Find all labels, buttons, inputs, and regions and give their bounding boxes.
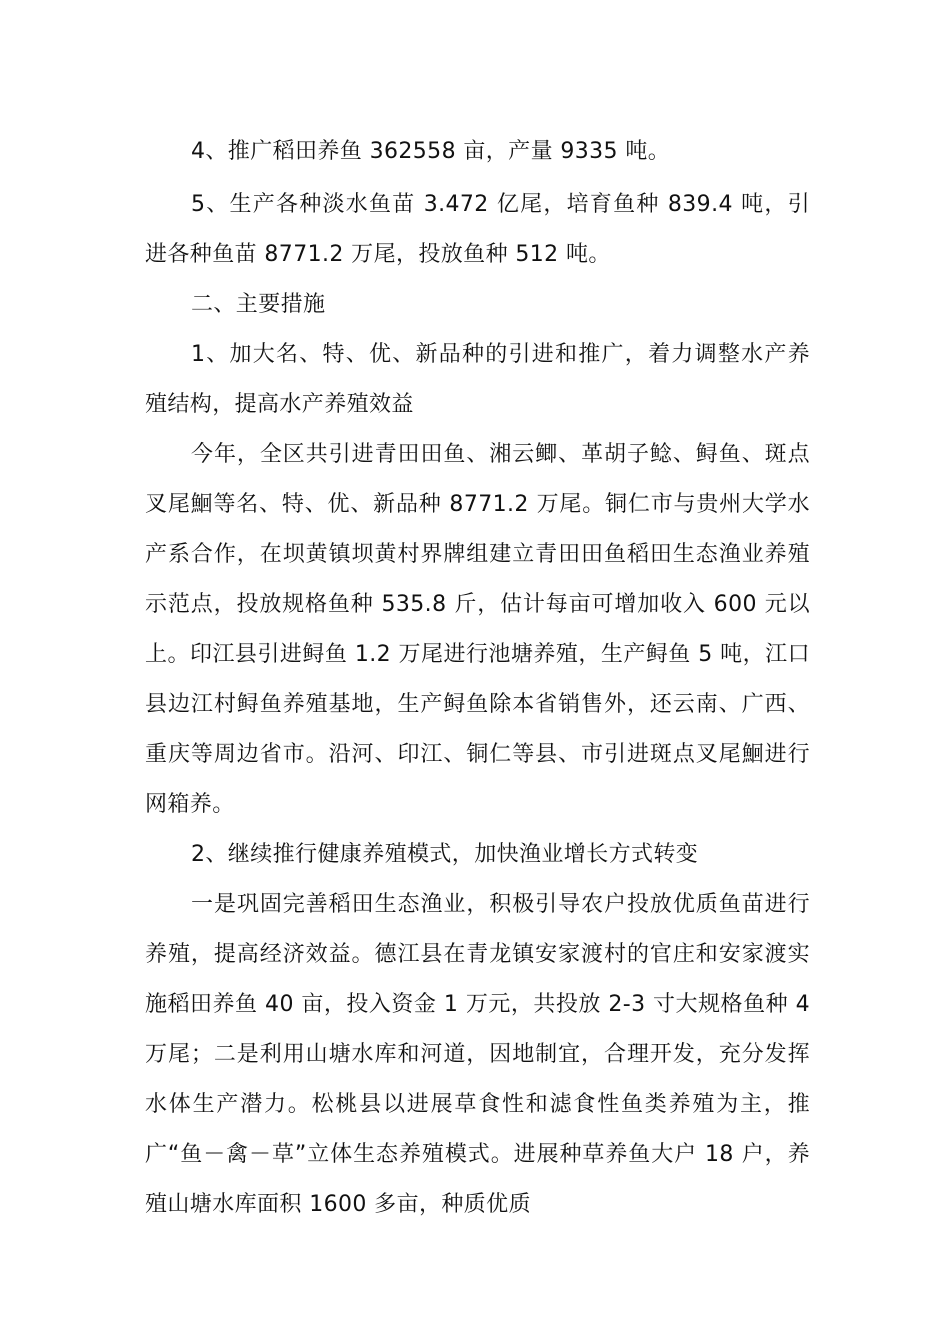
subheading-healthy-farming: 2、继续推行健康养殖模式，加快渔业增长方式转变 bbox=[191, 842, 699, 867]
paragraph-eco-fishery: 一是巩固完善稻田生态渔业，积极引导农户投放优质鱼苗进行养殖，提高经济效益。德江县在青龙镇安家渡村的官庄和安家渡实施稻田养鱼 40 亩，投入资金 1 万元，共投放 2-3 寸大规格鱼种 4 万尾；二是利用山塘水库和河道，因地制宜，合理开发，充分发挥水体生产潜力。松桃县以进展草食性和滤食性鱼类养殖为主，推广“鱼－禽－草”立体生态养殖模式。进展种草养鱼大户 18 户，养殖山塘水库面积 1600 多亩，种质优质 bbox=[145, 892, 810, 1217]
paragraph-variety-introduction: 今年，全区共引进青田田鱼、湘云鲫、革胡子鲶、鲟鱼、斑点叉尾鮰等名、特、优、新品种 8771.2 万尾。铜仁市与贵州大学水产系合作，在坝黄镇坝黄村界牌组建立青田田鱼稻田生态渔业养殖示范点，投放规格鱼种 535.8 斤，估计每亩可增加收入 600 元以上。印江县引进鲟鱼 1.2 万尾进行池塘养殖，生产鲟鱼 5 吨，江口县边江村鲟鱼养殖基地，生产鲟鱼除本省销售外，还云南、广西、重庆等周边省市。沿河、印江、铜仁等县、市引进斑点叉尾鮰进行网箱养。 bbox=[145, 442, 810, 817]
paragraph-fish-fry-production: 5、生产各种淡水鱼苗 3.472 亿尾，培育鱼种 839.4 吨，引进各种鱼苗 8771.2 万尾，投放鱼种 512 吨。 bbox=[145, 192, 810, 267]
section-heading-main-measures: 二、主要措施 bbox=[191, 292, 326, 317]
document-body bbox=[145, 127, 810, 1230]
subheading-new-varieties: 1、加大名、特、优、新品种的引进和推广，着力调整水产养殖结构，提高水产养殖效益 bbox=[145, 342, 810, 417]
paragraph-rice-field-fish: 4、推广稻田养鱼 362558 亩，产量 9335 吨。 bbox=[191, 139, 671, 164]
